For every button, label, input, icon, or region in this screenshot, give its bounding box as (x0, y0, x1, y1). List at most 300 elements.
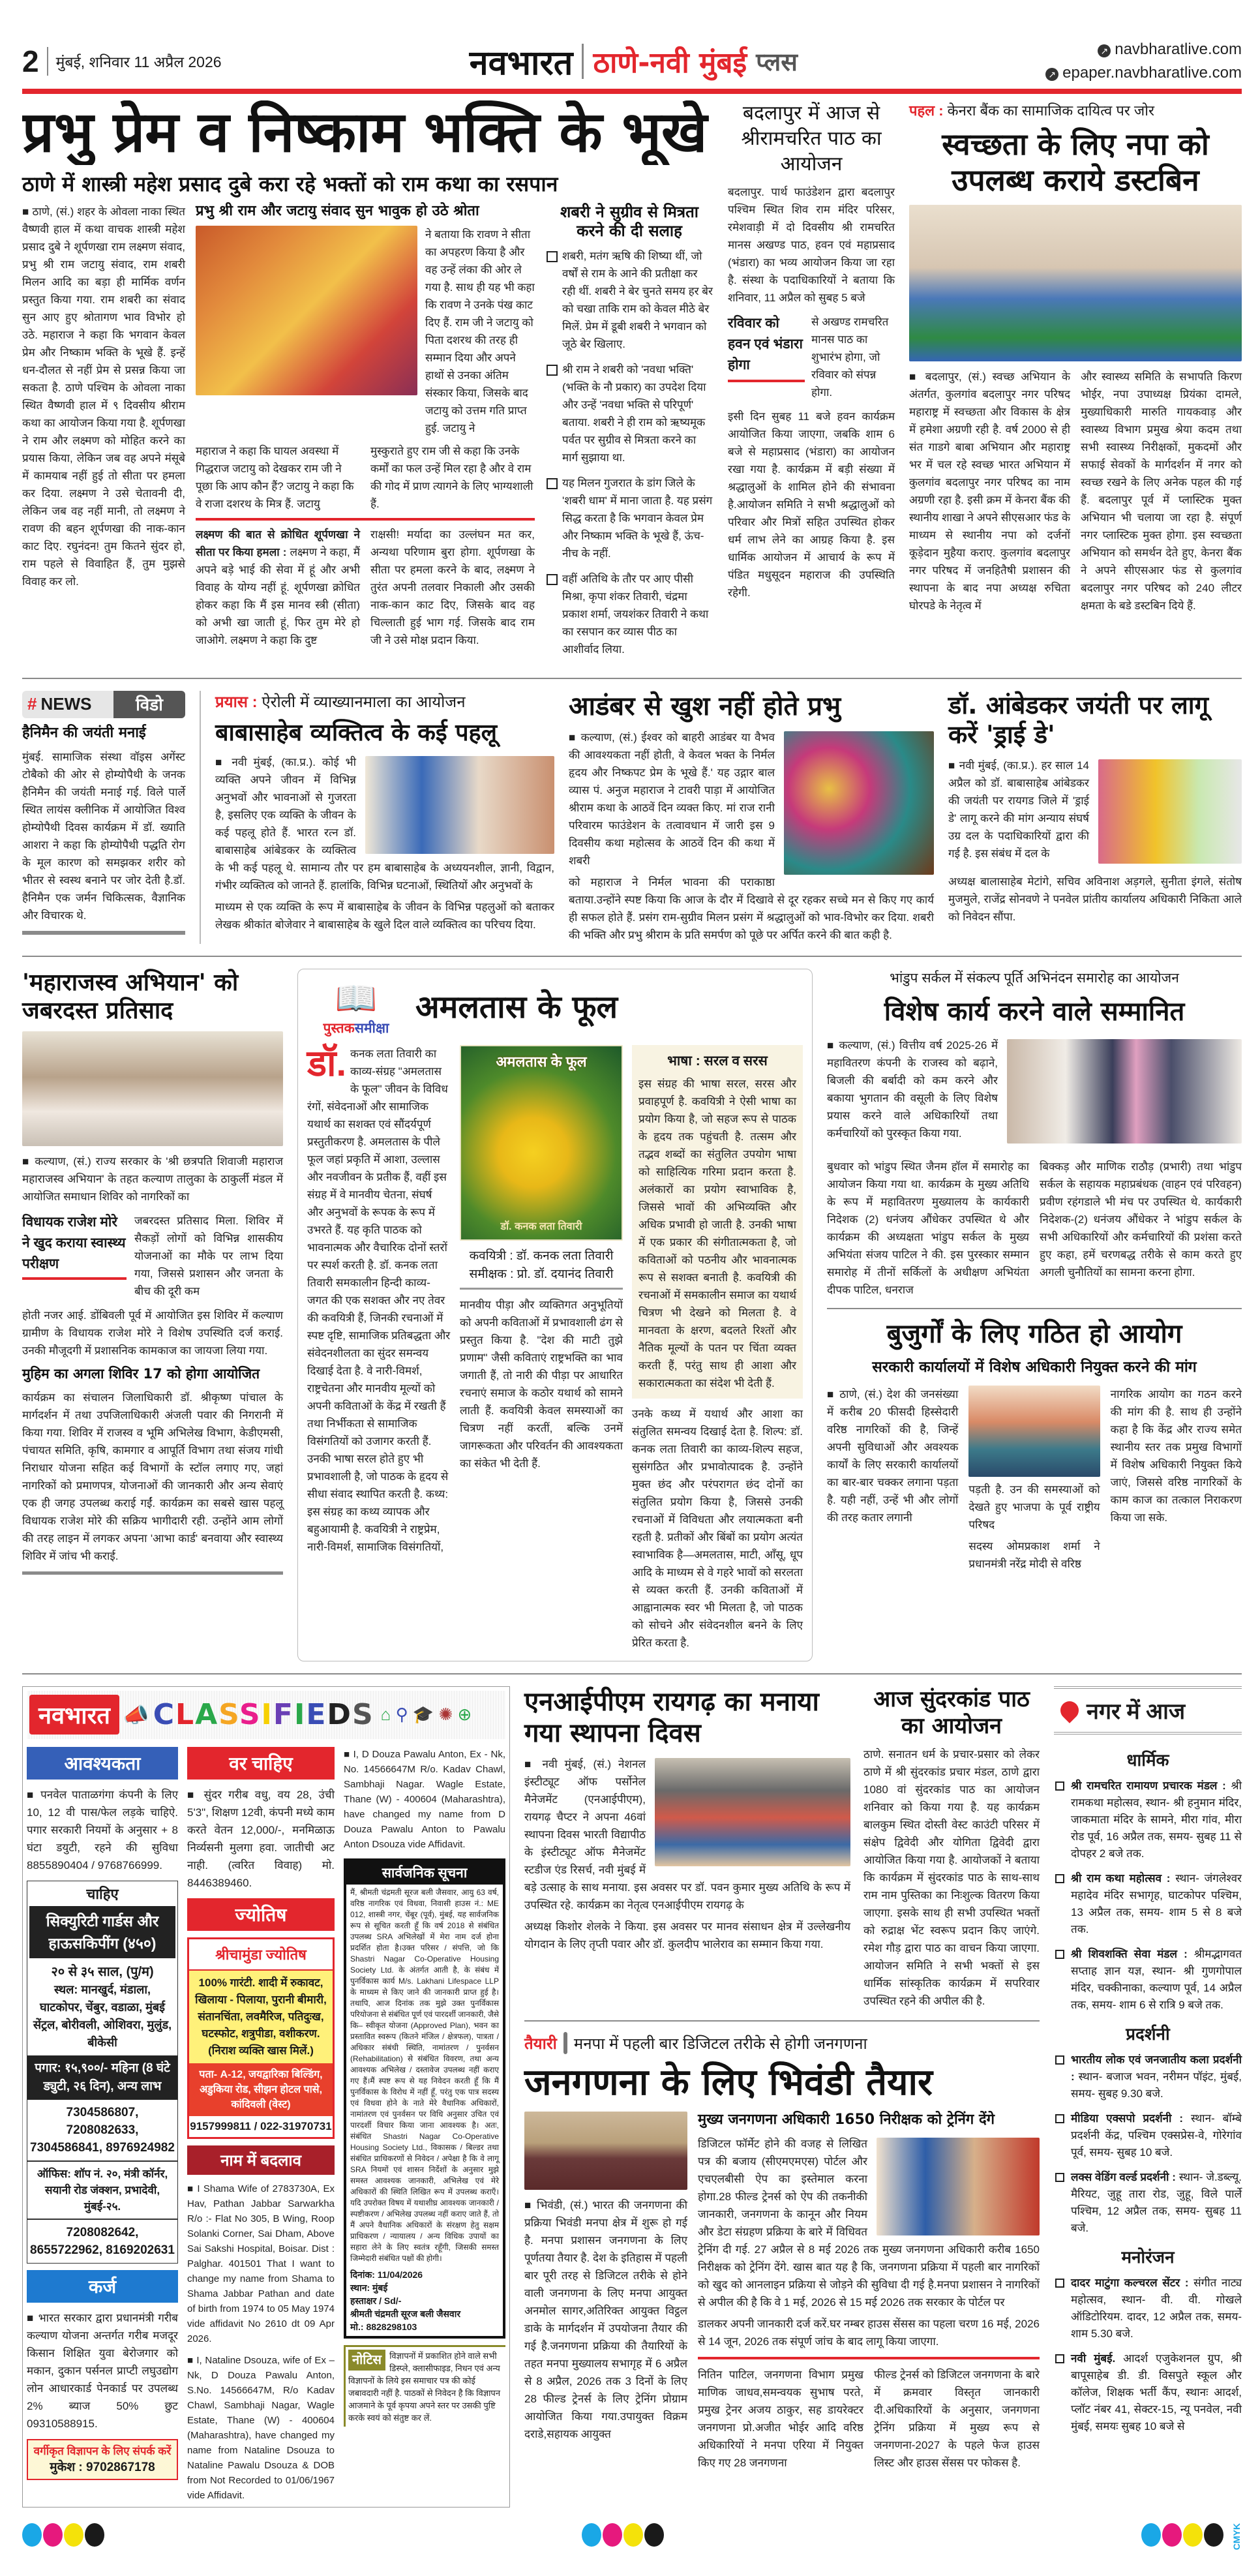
bhiwandi-bottom-cols (698, 2366, 1040, 2472)
badlapur-inset-row (728, 313, 895, 401)
review-header (307, 978, 803, 1037)
city-today (1054, 1686, 1242, 2443)
row-2 (22, 691, 1242, 944)
drydays-body-wrap (948, 757, 1242, 926)
lead-sub2 (196, 526, 360, 649)
aadambar-story (569, 691, 934, 944)
astro-name: श्रीचामुंडा ज्योतिष (189, 1939, 333, 1971)
public-notice-head: सार्वजनिक सूचना (346, 1861, 503, 1885)
event-details: स्थान- जंगलेश्वर महादेव मंदिर सभागृह, घाटकोपर पश्चिम, 13 अप्रैल तक, समय- शाम 5 से 8 बजे तक. (1071, 1871, 1242, 1935)
sundarkand-story (863, 1686, 1040, 2010)
drydays-story (948, 691, 1242, 926)
elders-headline: बुजुर्गों के लिए गठित हो आयोग (886, 1318, 1182, 1349)
lead-captions (196, 442, 535, 513)
section-astro: ज्योतिष (187, 1898, 335, 1931)
aadambar-body-wrap (569, 729, 934, 944)
city-today-item (1054, 2110, 1242, 2161)
contact-line: वर्गीकृत विज्ञापन के लिए संपर्क करें (33, 2444, 172, 2457)
badlapur-story (728, 100, 895, 601)
sign-name: श्रीमती चंद्रमती सूरज बली जैसवार (350, 2308, 461, 2319)
astro-body: 100% गारंटी. शादी में रुकावट, खिलाया - पिलाया, पुरानी बीमारी, संतानचिंता, लवमैरिज, पतिदुःख, घटस्फोट, शत्रुपीडा, वशीकरण. (निराश व्यक्ति खास मिलें.) (189, 1971, 333, 2063)
sub2-head: लक्ष्मण की बात से क्रोधित शूर्पणखा ने सीता पर किया हमला : (196, 528, 360, 558)
checkbox-icon (1055, 1781, 1064, 1791)
bhiwandi-body2: डिजिटल फॉर्मेट होने की वजह से लिखित पत्र की बजाय (सीएमएमएस) पोर्टल और एचएलबीसी ऐप का इस्तेमाल करना होगा.28 फील्ड ट्रेनर्स को ऐप की तकनीकी जानकारी, जनगणना के कानून और नियम और डेटा संग्रहण प्रक्रिया के बारे में विधिवत ट्रेनिंग दी गई. 27 अप्रैल से 8 मई 2026 तक मुख्य जनगणना अधिकारी करीब 1650 निरीक्षक को ट्रेनिंग देंगे. खास बात यह है कि, जनगणना प्रक्रिया में पहली बार नागरिकों को खुद को आनलाइन प्रक्रिया से जोड़ने की सुविधा दी गई है.मनपा प्रशासन ने नागरिकों से अपील की है कि वे 1 मई, 2026 से 15 मई 2026 तक सरकार के पोर्टल पर (698, 2138, 1040, 2309)
title-letter: C (153, 1698, 176, 1732)
notice-box (344, 2345, 505, 2427)
megaphone-icon: 📣 (123, 1703, 149, 1727)
lang-head: भाषा : सरल व सरस (667, 1053, 768, 1068)
mahsul-body3: कार्यक्रम का संचालन जिलाधिकारी डॉ. श्रीकृष्ण पांचाल के मार्गदर्शन में तथा उपजिलाधिकारी अंजली पवार की निगरानी में किया गया. शिविर में राजस्व व भूमि अभिलेख विभाग, केडीएमसी, पंचायत समिति, कृषि, कामगार व आपूर्ति विभाग तथा संजय गांधी निराधार योजना सहित कई विभागों के स्टॉल लगाए गए, जहां नागरिकों को प्रमाणपत्र, योजनाओं की जानकारी और अन्य सेवाएं एक ही जगह उपलब्ध कराई गईं. कार्यक्रम का सबसे खास पहलू विधायक राजेश मोरे की सक्रिय भागीदारी रही. उन्होंने आम लोगों की तरह लाइन में लगकर अपना 'आभा कार्ड' बनवाया और स्वास्थ्य शिविर में जांच भी कराई. (22, 1391, 283, 1563)
photo-caption-right: मुस्कुराते हुए राम जी से कहा कि उनके कर्मों का फल उन्हें मिल रहा है और वे राम की गोद में प्राण त्यागने के लिए भाग्यशाली हैं. (370, 444, 533, 510)
checkbox-icon (1055, 2354, 1064, 2363)
bhiwandi-headline: जनगणना के लिए भिवंडी तैयार (524, 2061, 933, 2104)
city-today-item (1054, 2275, 1242, 2342)
bhandup-body3: बिक्कड़ और माणिक राठौड़ (प्रभारी) तथा भांडुप सर्कल के सहायक महाप्रबंधक (वाहन एवं परिवहन) प्रवीण रहंगडाले भी मंच पर उपस्थित थे. कार्यकारी निदेशक-(2) धनंजय औंधेकर ने भांडुप सर्कल के सभी अधिकारियों और कर्मचारियों की प्रशंसा करते हुए कहा, हमें चरणबद्ध तरीके से काम करते हुए अगली चुनौतियों का सामना करना होगा. (1040, 1160, 1242, 1279)
naipm-story (524, 1686, 850, 1953)
bhandup-kicker: भांडुप सर्कल में संकल्प पूर्ति अभिनंदन समारोह का आयोजन (890, 970, 1179, 986)
section-need: आवश्यकता (27, 1747, 178, 1780)
brand-name: नवभारत (469, 43, 573, 83)
public-notice-sign (346, 2267, 503, 2336)
photo-caption-left: महाराज ने कहा कि घायल अवस्था में गिद्धराज जटायु को देखकर राम जी ने पूछा कि आप कौन हैं? जटायु ने कहा कि वे राजा दशरथ के मित्र हैं. जटायु (196, 444, 354, 510)
title-letter: I (261, 1698, 273, 1732)
site-link[interactable] (1045, 38, 1242, 61)
bhandup-photo (1007, 1039, 1242, 1144)
review-right (632, 1045, 803, 1652)
divider (47, 47, 48, 76)
registration-dot (582, 2523, 601, 2547)
review-logo-a: पुस्तक (323, 1020, 355, 1036)
edition-suffix: प्लस (756, 48, 798, 76)
babasaheb-body2: माध्यम से एक व्यक्ति के रूप में बाबासाहेब के जीवन के विभिन्न पहलुओं को बताकर लेखक श्रीकांत बोजेवार ने बाबासाहेब के खुले दिल वाले व्यक्तित्व का परिचय दिया. (215, 901, 554, 932)
notice-body: विज्ञापनों में प्रकाशित होने वाले सभी डिस्प्ले, क्लासीफाइड, निधन एवं अन्य विज्ञापनों के लिये इस समाचार पत्र की कोई जबावदारी नहीं है. पाठकों से निवेदन है कि विज्ञापन आजमाने के पूर्व कृपया अपने स्तर पर उसकी पुष्टि करके स्वयं को संतुष्ट कर लें. (348, 2350, 501, 2423)
story-divider (827, 1308, 1242, 1309)
sundarkand-headline: आज सुंदरकांड पाठ का आयोजन (873, 1686, 1030, 1739)
side-point: यह मिलन गुजरात के डांग जिले के 'शबरी धाम' में माना जाता है. यह प्रसंग सिद्ध करता है कि भगवान केवल प्रेम और निष्काम भक्ति के भूखे हैं, ऊंच-नीच के नहीं. (545, 474, 713, 562)
aadambar-headline: आडंबर से खुश नहीं होते प्रभु (569, 691, 841, 721)
bhiwandi-divider (698, 2357, 1040, 2359)
event-details: स्थान- बजाज भवन, नरीमन पॉइंट, मुंबई, समय- सुबह 9.30 बजे. (1071, 2070, 1242, 2100)
bhiwandi-kicker (524, 2032, 1040, 2054)
review-body1-text: कनक लता तिवारी का काव्य-संग्रह "अमलतास के फूल" जीवन के विविध रंगों, संवेदनाओं और सामाजिक यथार्थ का सशक्त एवं सौंदर्यपूर्ण प्रस्तुतीकरण है. अमलतास के पीले फूल जहां प्रकृति में आशा, उल्लास और नवजीवन के प्रतीक हैं, वहीं इस संग्रह में वे मानवीय चेतना, संघर्ष और अनुभवों के रूपक के रूप में उभरते हैं. यह कृति पाठक को भावनात्मक और वैचारिक दोनों स्तरों पर स्पर्श करती है. डॉ. कनक लता तिवारी समकालीन हिन्दी काव्य-जगत की एक सशक्त और नए तेवर की कवयित्री हैं, जिनकी रचनाओं में स्पष्ट दृष्टि, सामाजिक प्रतिबद्धता और संवेदनशीलता का सुंदर समन्वय दिखाई देता है. वे नारी-विमर्श, राष्ट्रचेतना और मानवीय मूल्यों को अपनी कविताओं के केंद्र में रखती हैं तथा निर्भीकता से सामाजिक विसंगतियों को उजागर करती हैं. उनकी भाषा सरल होते हुए भी प्रभावशाली है, जो पाठक के हृदय से सीधा संवाद स्थापित करती है. कथ्य: इस संग्रह का कथ्य व्यापक और बहुआयामी है. कवयित्री ने राष्ट्रप्रेम, नारी-विमर्श, सामाजिक विसंगतियों, (307, 1047, 451, 1553)
astro-phone: 9157999811 / 022-31970731 (190, 2119, 332, 2132)
bhiwandi-kicker-text: मनपा में पहली बार डिजिटल तरीके से होगी जनगणना (573, 2035, 867, 2053)
kicker-divider (563, 2032, 567, 2054)
side-point: श्री राम ने शबरी को 'नवधा भक्ति' (भक्ति के नौ प्रकार) का उपदेश दिया और उन्हें 'नवधा भक्ति से परिपूर्ण' बताया. शबरी ने ही राम को ऋष्यमूक पर्वत पर सुग्रीव से मित्रता करने का मार्ग सुझाया था. (545, 361, 713, 466)
event-name: श्री शिवशक्ति सेवा मंडल : (1071, 1947, 1194, 1960)
contact-phone: मुकेश : 9702867178 (50, 2460, 155, 2474)
reviewer-credit: समीक्षक : प्रो. डॉ. दयानंद तिवारी (469, 1267, 614, 1281)
right-stack (827, 969, 1242, 1573)
registration-dot (43, 2523, 63, 2547)
side-point: वहीं अतिथि के तौर पर आए पीसी मिश्रा, कृपा शंकर तिवारी, चंद्रमा प्रकाश शर्मा, जयशंकर तिवारी ने कथा का रसपान कर व्यास पीठ का आशीर्वाद लिया. (545, 570, 713, 658)
mahsul-story (22, 969, 283, 1575)
bhandup-cols (827, 1158, 1242, 1299)
city-today-item (1054, 1946, 1242, 2014)
epaper-link[interactable] (1045, 61, 1242, 85)
lead-story (22, 100, 713, 666)
masthead-rule (22, 89, 1242, 94)
security-phones2: 7208082642, 8655722962, 8169202631 (30, 2225, 175, 2257)
title-letter: E (306, 1698, 327, 1732)
event-details: आदर्श एजुकेशनल ग्रुप, श्री बापूसाहेब डी. डी. विसपुते स्कूल और कॉलेज, शिक्षक भर्ती कैंप, स्थानः आदर्श, प्लॉट नंबर 41, सेक्टर-15, न्यू पनवेल, नवी मुंबई, समयः सुबह 10 बजे से (1071, 2352, 1242, 2432)
namechange-1: ■ I Shama Wife of 2783730A, Ex Hav, Pathan Jabbar Sarwarkha R/o :- Flat No 305, B Wing, Roop Solanki Corner, Sai Dham, Above Sai Sakshi Hospital, Boisar. Dist : Palghar. 401501 That I want to change my name from Shama to Shama Jabbar Pathan and date of birth from 1974 to 05 May 1974 vide affidavit No 2610 dt 09 Apr 2026. (187, 2181, 335, 2346)
astro-address: पता- A-12, जयद्वारिका बिल्डिंग, अडुकिया रोड, सीझन होटल पासे, कांदिवली (वेस्ट) (189, 2063, 333, 2116)
drydays-body1: ■ नवी मुंबई, (का.प्र.). हर साल 14 अप्रैल को डॉ. बाबासाहेब आंबेडकर की जयंती पर रायगड जिले में 'ड्राई डे' लागू करने की मांग अन्याय संघर्ष उग्र दल के पदाधिकारियों द्वारा की गई है. इस संबंध में दल के (948, 757, 1242, 862)
mahsul-headline: 'महाराजस्व अभियान' को जबरदस्त प्रतिसाद (22, 969, 239, 1025)
city-today-item (1054, 2169, 1242, 2237)
bhandup-headline: विशेष कार्य करने वाले सम्मानित (884, 996, 1185, 1027)
hahnemann-headline: हैनिमैन की जयंती मनाई (22, 724, 146, 741)
event-name: लक्स वेडिंग वर्ल्ड प्रदर्शनी : (1071, 2170, 1179, 2183)
review-lang-box (632, 1045, 803, 1399)
lead-divider (196, 518, 535, 521)
registration-dot (1183, 2523, 1203, 2547)
hahnemann-body: मुंबई. सामाजिक संस्था वॉइस अगेंस्ट टोबैको की ओर से होम्योपैथी के जनक हैनिमैन की जयंती मनाई गई. विले पार्ले स्थित लायंस क्लीनिक में आयोजित विश्व होम्योपैथी दिवस कार्यक्रम में डॉ. ख्याति आशरा ने कहा कि होम्योपैथी पद्धति रोग के मूल कारण को समझकर शरीर को भीतर से स्वस्थ बनाने पर जोर देती है.डॉ. हैनिमैन एक जर्मन चिकित्सक, वैज्ञानिक और विचारक थे. (22, 751, 185, 922)
vertical-rule (200, 691, 201, 944)
section-namechange: नाम में बदलाव (187, 2145, 335, 2175)
bhiwandi-building-photo (524, 2112, 687, 2190)
site-links (1045, 38, 1242, 85)
video-tag: विडो (113, 691, 185, 718)
canara-kicker (909, 100, 1242, 120)
registration-dots-right (1141, 2523, 1225, 2550)
event-details: स्थान- बॉम्बे प्रदर्शनी केंद्र, पश्चिम एक्सप्रेस-वे, गोरेगांव पूर्व, समय- सुबह 10 बजे. (1071, 2112, 1242, 2159)
news-tag (22, 691, 113, 718)
bhandup-body2: बुधवार को भांडुप स्थित जैनम हॉल में समारोह का आयोजन किया गया था. कार्यक्रम के मुख्य अतिथि के रूप में महावितरण मुख्यालय के कार्यकारी निदेशक (2) धनंजय औंधेकर उपस्थित थे और कार्यक्रम की अध्यक्षता भांडुप सर्कल के मुख्य अभियंता संजय पाटिल ने की. इस पुरस्कार सम्मान समारोह में तीनों सर्किलों के अधीक्षण अभियंता दीपक पाटिल, धनराज (827, 1160, 1029, 1296)
map-pin-icon (1057, 1697, 1083, 1723)
elders-photo (968, 1386, 1100, 1477)
lead-mid (196, 203, 535, 648)
lead-mid-side: ने बताया कि रावण ने सीता का अपहरण किया है और वह उन्हें लंका की ओर ले गया है. साथ ही यह भी कहा कि रावण ने उनके पंख काट दिए हैं. राम जी ने जटायु को पिता दशरथ की तरह ही सम्मान दिया और अपने हाथों से उनका अंतिम संस्कार किया, जिसके बाद जटायु को उत्तम गति प्राप्त हुई. जटायु ने (425, 228, 535, 434)
side-points (545, 247, 713, 666)
print-marks-right (1141, 2523, 1242, 2550)
lang-body: इस संग्रह की भाषा सरल, सरस और प्रवाहपूर्ण है. कवयित्री ने ऐसी भाषा का प्रयोग किया है, जो सहज रूप से पाठक के हृदय तक पहुंचती है. तत्सम और तद्भव शब्दों का संतुलित उपयोग भाषा को साहित्यिक गरिमा प्रदान करता है. अलंकारों का प्रयोग स्वाभाविक है, जिससे भावों की अभिव्यक्ति और अधिक प्रभावी हो जाती है. उनकी भाषा में एक प्रकार की संगीतात्मकता है, जो कविताओं को पठनीय और भावनात्मक रूप से सशक्त बनाती है. कवयित्री की रचनाओं में समकालीन समाज का यथार्थ चित्रण भी देखने को मिलता है. वे मानवता के क्षरण, बदलते रिश्तों और नैतिक मूल्यों के पतन पर चिंता व्यक्त करती हैं, परंतु साथ ही आशा और सकारात्मकता का संदेश भी देती हैं. (638, 1077, 796, 1389)
sundarkand-body: ठाणे. सनातन धर्म के प्रचार-प्रसार को लेकर ठाणे में श्री सुंदरकांड प्रचार मंडल, ठाणे द्वारा 1080 वां सुंदरकांड पाठ का आयोजन शनिवार को किया गया है. यह कार्यक्रम बालकुम स्थित दोस्ती वेस्ट काउंटी परिसर में संक्षेप द्विवेदी और योगिता द्विवेदी द्वारा आयोजित किया गया है. आयोजकों ने बताया कि कार्यक्रम में सुंदरकांड पाठ के साथ-साथ राम नाम पुस्तिका का निःशुल्क वितरण किया जाएगा. इसके साथ ही सभी उपस्थित भक्तों को रुद्राक्ष भेंट स्वरूप प्रदान किए जाएंगे. रमेश गौड़ द्वारा पाठ का वाचन किया जाएगा. आयोजन समिति ने सभी भक्तों से इस धार्मिक सांस्कृतिक कार्यक्रम में सपरिवार उपस्थित रहने की अपील की है. (863, 1748, 1040, 2008)
security-top: चाहिए (86, 1885, 119, 1902)
groom-ad: ■ सुंदर गरीब वधु, वय 28, उंची 5'3", शिक्षण 12वी, कंपनी मध्ये काम करते वेतन 12,000/-, मनमिळाऊ निर्व्यसनी मुलगा हवा. जातीची अट नाही. (त्वरित विवाह) मो. 8446389460. (187, 1786, 335, 1892)
public-notice (344, 1858, 505, 2339)
drydays-headline: डॉ. आंबेडकर जयंती पर लागू करें 'ड्राई डे' (948, 690, 1208, 750)
review-cols (307, 1042, 803, 1652)
sign-signature: हस्ताक्षर / Sd/- (350, 2295, 402, 2306)
cover-author: डॉ. कनक लता तिवारी (500, 1220, 582, 1232)
review-mid (460, 1045, 623, 1472)
bhiwandi-body1: ■ भिवंडी, (सं.) भारत की जनगणना की प्रक्रिया भिवंडी मनपा क्षेत्र में शुरू हो गई है. मनपा प्रशासन जनगणना के लिए पूर्णतया तैयार है. देश के इतिहास में पहली बार पूरी तरह से डिजिटल तरीके से होने वाली जनगणना के लिए मनपा आयुक्त अनमोल सागर,अतिरिक्त आयुक्त विट्ठल डाके के मार्गदर्शन में उपयोजना तैयार की गई है.जनगणना प्रक्रिया की तैयारियों के तहत मनपा मुख्यालय सभागृह में 6 अप्रैल से 8 अप्रैल, 2026 तक 3 दिनों के लिए 28 फील्ड ट्रेनर्स के लिए ट्रेनिंग प्रोग्राम आयोजित किया गया.उपायुक्त विक्रम दराडे,सहायक आयुक्त (524, 2196, 687, 2443)
mahsul-photo (22, 1031, 283, 1146)
registration-dot (603, 2523, 622, 2547)
badlapur-body1: बदलापुर. पार्थ फाउंडेशन द्वारा बदलापुर पश्चिम स्थित शिव राम मंदिर परिसर, रमेशवाड़ी में दो दिवसीय श्री रामचरित मानस अखण्ड पाठ, हवन एवं महाप्रसाद (भंडारा) का भव्य आयोजन किया जा रहा है. संस्था के पदाधिकारियों ने बताया कि शनिवार, 11 अप्रैल को सुबह 5 बजे (728, 186, 895, 304)
elders-cols (827, 1386, 1242, 1573)
bhiwandi-subhead: मुख्य जनगणना अधिकारी 1650 निरीक्षक को ट्रेनिंग देंगे (698, 2111, 995, 2128)
need-ad: ■ पनवेल पाताळगंगा कंपनी के लिए 10, 12 वी पास/फेल लड़के चाहिऐ. पगार सरकारी नियमों के अनुसार + 8 घंटा डयुटी, रहने की सुविधा 8855890404 / 9768766999. (27, 1786, 178, 1874)
classifieds-panel (22, 1686, 510, 2508)
canara-story (909, 100, 1242, 614)
elders-body2: पड़ती है. उन की समस्याओं को देखते हुए भाजपा के पूर्व राष्ट्रीय परिषद (968, 1483, 1100, 1532)
review-headline: अमलतास के फूल (415, 989, 618, 1026)
title-letter: S (239, 1698, 262, 1732)
review-body1 (307, 1042, 451, 1556)
city-today-list (1054, 1741, 1242, 2443)
badlapur-body-side: से अखण्ड रामचरित मानस पाठ का शुभारंभ होगा, जो रविवार को संपन्न होगा. (811, 316, 889, 399)
babasaheb-body-wrap (215, 753, 554, 933)
notice-head: नोटिस (348, 2350, 385, 2371)
badlapur-headline: बदलापुर में आज से श्रीरामचरित पाठ का आयोजन (741, 102, 882, 175)
registration-dot (64, 2523, 83, 2547)
book-cover (460, 1045, 623, 1241)
brand-logo (470, 38, 798, 85)
link-icon: ↗ (1098, 44, 1111, 57)
review-logo-b: समीक्षा (354, 1020, 389, 1036)
registration-dots-left (22, 2523, 106, 2550)
link-icon: ↗ (1045, 68, 1058, 81)
city-today-item (1054, 2350, 1242, 2435)
classifieds-col-b (187, 1747, 335, 2503)
masthead (22, 37, 1242, 86)
event-name: दादर माटुंगा कल्चरल सेंटर : (1071, 2276, 1194, 2289)
column-rule (22, 931, 185, 935)
contact-box (27, 2439, 178, 2480)
canara-kicker-label: पहल : (909, 102, 944, 119)
event-name: मीडिया एक्सपो प्रदर्शनी : (1071, 2112, 1192, 2125)
row-4 (22, 1686, 1242, 2508)
drydays-photo (1098, 759, 1242, 864)
book-icon: 📖 (335, 979, 378, 1018)
city-today-item (1054, 2052, 1242, 2102)
section-groom: वर चाहिए (187, 1747, 335, 1780)
row-divider (22, 1673, 1242, 1674)
mahsul-subhead: मुहिम का अगला शिविर 17 को होगा आयोजित (22, 1366, 260, 1382)
event-name: श्री रामचरित रामायण प्रचारक मंडल : (1071, 1779, 1231, 1792)
bhiwandi-top (524, 2112, 1040, 2472)
namechange-3: ■ I, D Douza Pawalu Anton, Ex - Nk, No. 14566647M R/o. Kadav Chawl, Sambhaji Nagar. Wagle Estate, Thane (W) - 400604 (Maharashtra), have changed my name from D Douza Pawalu Anton to Pawalu Anton Dsouza vide Affidavit. (344, 1747, 505, 1852)
classifieds-banner (27, 1691, 505, 1739)
city-today-header (1054, 1686, 1242, 1735)
bhandup-body-wrap (827, 1037, 1242, 1149)
elders-subhead: सरकारी कार्यालयों में विशेष अधिकारी नियुक्त करने की मांग (872, 1358, 1197, 1376)
checkbox-icon (1055, 2055, 1064, 2065)
bhiwandi-left (524, 2112, 687, 2443)
row-divider (22, 956, 1242, 957)
naipm-sundarkand-row (524, 1686, 1040, 2010)
elders-body1: ■ ठाणे, (सं.) देश की जनसंख्या में करीब 20 फीसदी हिस्सेदारी वरिष्ठ नागरिकों की है, जिन्हें अपनी सुविधाओं और अवश्यक कार्यों के लिए सरकारी कार्यालयों का बार-बार चक्कर लगाना पड़ता है. यही नहीं, उन्हें भी और लोगों की तरह कतार लगानी (827, 1386, 958, 1526)
checkbox-icon (1055, 1950, 1064, 1959)
elders-body3: नागरिक आयोग का गठन करने की मांग की है. साथ ही उन्होंने कहा है कि केंद्र और राज्य समेत स्थानीय स्तर तक प्रमुख विभागों में विशेष अधिकारी नियुक्त किये जाएं, जिससे वरिष्ठ नागरिकों के काम काज का तत्काल निराकरण किया जा सके. (1110, 1388, 1242, 1524)
naipm-headline: एनआईपीएम रायगढ़ का मनाया गया स्थापना दिवस (524, 1686, 819, 1748)
cover-title: अमलतास के फूल (496, 1053, 587, 1070)
security-office: ऑफिस: शॉप नं. २०, मंत्री कॉर्नर, सयानी रोड जंक्शन, प्रभादेवी, मुंबई-२५. (27, 2162, 177, 2220)
city-today-title: नगर में आज (1087, 1699, 1186, 1724)
review-box (297, 969, 813, 1661)
side-headline: शबरी ने सुग्रीव से मित्रता करने की दी सलाह (560, 203, 699, 241)
aadambar-body1: ■ कल्याण, (सं.) ईश्वर को बाहरी आडंबर या वैभव की आवश्यकता नहीं होती, वे केवल भक्त के निर्मल हृदय और निष्कपट प्रेम के भूखे हैं.' यह उद्गार बाल व्यास पं. अनुज महाराज ने टावरी पाड़ा में आयोजित श्रीराम कथा के आठवें दिन व्यक्त किए. मां राज रानी परिवारम फाउंडेशन के तत्वावधान में जारी इस 9 दिवसीय कथा महोत्सव के आठवें दिन की कथा में शबरी (569, 729, 934, 870)
title-letter: S (352, 1698, 374, 1732)
row4-middle (524, 1686, 1040, 2472)
bhiwandi-body4: फील्ड ट्रेनर्स को डिजिटल जनगणना के बारे में क्रमवार विस्तृत जानकारी दी.अधिकारियों के अनुसार, जनगणना ट्रेनिंग प्रक्रिया में मुख्य रूप से जनगणना-2027 के पहले फेज हाउस लिस्ट और हाउस सेंसस पर फोकस है. (874, 2369, 1040, 2470)
elders-body2b: सदस्य ओमप्रकाश शर्मा ने प्रधानमंत्री नरेंद्र मोदी से वरिष्ठ (968, 1540, 1100, 1571)
dropcap: डॉ. (307, 1042, 347, 1083)
title-letter: D (327, 1698, 352, 1732)
dateline: मुंबई, शनिवार 11 अप्रैल 2026 (55, 53, 222, 70)
lead-mid-top (196, 226, 535, 437)
registration-dot (644, 2523, 664, 2547)
hash-icon: # (27, 694, 37, 714)
aadambar-photo (784, 731, 934, 875)
naipm-photo (655, 1758, 850, 1866)
bhiwandi-story (524, 2032, 1040, 2472)
lead-sub2-cols (196, 526, 535, 649)
babasaheb-kicker-label: प्रयास : (215, 693, 258, 711)
ram-katha-photo (196, 226, 417, 395)
bhiwandi-census-photo (877, 2138, 1040, 2235)
sign-date: दिनांक: 11/04/2026 (350, 2269, 423, 2280)
event-details: श्रीमद्भागवत सप्ताह ज्ञान यज्ञ, स्थान- श्री गुणगोपाल मंदिर, चक्कीनाका, कल्याण पूर्व, 14 अप्रैल तक, समय- शाम 6 से रात्रि 9 बजे तक. (1071, 1947, 1242, 2011)
review-body3: उनके कथ्य में यथार्थ और आशा का संतुलित समन्वय दिखाई देता है. शिल्प: डॉ. कनक लता तिवारी का काव्य-शिल्प सहज, सुसंगठित और प्रभावोत्पादक है. उन्होंने मुक्त छंद और परंपरागत छंद दोनों का संतुलित प्रयोग किया है, जिससे उनकी रचनाओं में विविधता और लयात्मकता बनी रहती है. प्रतीकों और बिंबों का प्रयोग अत्यंत स्वाभाविक है—अमलतास, माटी, आँसू, धूप आदि के माध्यम से वे गहरे भावों को सरलता से व्यक्त करती हैं. उनकी कविताओं में आह्वानात्मक स्वर भी मिलता है, जो पाठक को सोचने और संवेदनशील बनने के लिए प्रेरित करता है. (632, 1407, 803, 1649)
canara-col2: और स्वास्थ्य समिति के सभापति किरण भोईर, नपा उपाध्यक्ष प्रियंका दामले, मुख्याधिकारी मारुति गायकवाड़ और स्वास्थ्य विभाग प्रमुख श्रेया कदम तथा सभी स्वास्थ्य निरीक्षकों, मुकदमों और सफाई सेवकों के मार्गदर्शन में नगर को स्वच्छ रखने के लिए अनेक पहल की गई हैं. बदलापुर पूर्व में प्लास्टिक मुक्त अभियान भी चलाया जा रहा है. संपूर्ण नगर प्लास्टिक मुक्त होगा. इस स्वच्छता अभियान को समर्थन देते हुए, केनरा बैंक ने अपने सीएसआर फंड से कुलगांव बदलापुर नगर परिषद को 240 लीटर क्षमता के बडे डस्टबिन दिये हैं. (1081, 371, 1242, 613)
mahsul-body1: ■ कल्याण, (सं.) राज्य सरकार के 'श्री छत्रपति शिवाजी महाराज महाराजस्व अभियान' के तहत कल्याण तालुका के ठाकुर्ली मंडल में आयोजित समाधान शिविर को नागरिकों का (22, 1153, 283, 1205)
hahnemann-story (22, 691, 185, 935)
city-today-item (1054, 1778, 1242, 1862)
lead-sub2-b: राक्षसी! मर्यादा का उल्लंघन मत कर, अन्यथा परिणाम बुरा होगा. शूर्पणखा के सीता पर हमला करने के बाद, लक्ष्मण ने तुरंत अपनी तलवार निकाली और उसकी नाक-कान काट दिए, जिसके बाद वह चिल्लाती हुई भाग गई. जिसके बाद राम जी ने उसे मोक्ष प्रदान किया. (370, 528, 535, 646)
epaper-link-text: epaper.navbharatlive.com (1062, 64, 1242, 82)
canara-kicker-text: केनरा बैंक का सामाजिक दायित्व पर जोर (947, 102, 1154, 119)
row-1 (22, 100, 1242, 666)
review-credits (460, 1247, 623, 1290)
print-marks (22, 2523, 1242, 2550)
event-details: स्थान- जे.डब्ल्यू. मैरियट, जुहू तारा रोड, जुहू, विले पार्ले पश्चिम, 12 अप्रैल तक, समय- सुबह 11 बजे. (1071, 2170, 1242, 2234)
security-age: २० से ३५ साल, (पु/म) (51, 1964, 154, 1979)
poet-credit: कवयित्री : डॉ. कनक लता तिवारी (469, 1249, 614, 1263)
edition-name: ठाणे-नवी मुंबई (593, 46, 747, 80)
security-places: स्थल: मानखुर्द, मंडाला, घाटकोपर, चेंबुर, वडाळा, मुंबई सेंट्रल, बोरीवली, ओशिवरा, मुलुंड, बीकेसी (33, 1982, 172, 2049)
security-salary: पगार: १५,९००/- महिना (8 घंटे ड्युटी, २६ दिन), अन्य लाभ (27, 2055, 177, 2100)
city-today-group-heading: धार्मिक (1126, 1750, 1169, 1770)
city-today-group-heading: प्रदर्शनी (1126, 2023, 1170, 2044)
checkbox-icon (1055, 2114, 1064, 2123)
loan-ad: ■ भारत सरकार द्वारा प्रधानमंत्री गरीब कल्याण योजना अन्तर्गत गरीब मजदूर किसान शिक्षित युवा बेरोजगार को मकान, दुकान पर्सनल प्राप्टी लघुउद्योग लोन आधारकार्ड पेनकार्ड पर उपलब्ध 2% ब्याज 50% छुट 09310588915. (27, 2309, 178, 2432)
bhiwandi-body3: नितिन पाटिल, जनगणना विभाग प्रमुख माणिक जाधव,समन्वयक सुभाष परते, प्रमुख ट्रेनर अजय ठाकुर, सह डायरेक्टर जनगणना प्रो.अजीत भोईर आदि वरिष्ठ अधिकारियों ने मनपा एरिया में नियुक्त किए गए 28 जनगणना (698, 2369, 863, 2470)
title-letter: A (195, 1698, 219, 1732)
bhiwandi-body2-wrap (698, 2135, 1040, 2350)
page-number: 2 (22, 44, 39, 78)
news-label: NEWS (40, 694, 92, 714)
event-details: संगीत नाट्य महोत्सव, स्थान- वी. वी. गोखले ऑडिटोरियम. दादर, 12 अप्रैल तक, समय- शाम 5.30 बजे. (1071, 2276, 1242, 2340)
babasaheb-kicker-text: ऐरोली में व्याख्यानमाला का आयोजन (262, 693, 466, 711)
review-logo (307, 978, 405, 1037)
city-today-group-heading: मनोरंजन (1121, 2247, 1175, 2267)
category-icons: ⌂ ⚲ 🎓 ✺ ⊕ (380, 1705, 472, 1725)
row-divider (22, 678, 1242, 679)
security-ad (27, 1881, 178, 2264)
astro-ad (187, 1937, 335, 2139)
checkbox-icon (1055, 2173, 1064, 2182)
canara-col1: ■ बदलापुर, (सं.) स्वच्छ अभियान के अंतर्गत, कुलगांव बदलापुर नगर परिषद महाराष्ट्र में स्वच्छता और विकास के क्षेत्र में हमेशा अग्रणी रही है. वर्ष 2000 से ही संत गाडगे बाबा अभियान और महाराष्ट्र भर में चल रहे स्वच्छ भारत अभियान में कुलगांव बदलापुर नगर परिषद का नाम अग्रणी रहा है. इसी क्रम में केनरा बैंक की स्थानीय शाखा ने अपने सीएसआर फंड के माध्यम से स्थानीय नपा को दर्जनों कूड़ेदान मुहैया कराए. कुलगांव बदलापुर नगर परिषद में जनहितैषी प्रशासन की स्थापना के बाद नपा अध्यक्ष रुचिता घोरपडे के नेतृत्व में (909, 368, 1070, 614)
sign-place: स्थान: मुंबई (350, 2282, 388, 2293)
lead-col1: ■ ठाणे, (सं.) शहर के ओवला नाका स्थित वैष्णवी हाल में कथा वाचक शास्त्री महेश प्रसाद दुबे ने शूर्पणखा राम लक्ष्मण संवाद, प्रभु श्री राम जटायु संवाद, राम शबरी मिलन आदि का बड़ा ही मार्मिक वर्णन प्रस्तुत किया गया. राम शबरी का संवाद सुन आए हुए श्रोतागण भाव विभोर हो उठे. महाराज ने कहा कि भगवान केवल प्रेम और निष्काम भक्ति के भूखे हैं. इन्हें धन-दौलत से नहीं प्रेम से प्रसन्न किया जा सकता है. ठाणे पश्चिम के ओवला नाका स्थित वैष्णवी हाल में ९ दिवसीय श्रीराम कथा का आयोजन किया गया है. शूर्पणखा ने राम और लक्ष्मण को मोहित करने का प्रयास किया, लेकिन जब वह अपने मंसूबे में कामयाब नहीं हुई तो सीता पर हमला कर दिया. लक्ष्मण ने उसे चेतावनी दी, लेकिन जब वह नहीं मानी, तो लक्ष्मण ने रावण की बहन शूर्पणखा की नाक-कान काट दिए. रघुनंदन! तुम कितने सुंदर हो, राम पहले से विवाहित हैं, तुम मुझसे विवाह कर लो. (22, 203, 185, 590)
namechange-2: ■ I, Nataline Dsouza, wife of Ex – Nk, D Douza Pawalu Anton, S.No. 14566647M, R/o Kadav Chawl, Sambhaji Nagar, Wagle Estate, Thane (W) - 400604 (Maharashtra), have changed my name from Nataline Dsouza to Nataline Pawalu Dsouza & DOB from Not Recorded to 01/06/1967 vide Affidavit. (187, 2353, 335, 2503)
column-rule (22, 1571, 283, 1575)
registration-dots-mid (582, 2523, 665, 2550)
babasaheb-story (215, 691, 554, 933)
news-video-tag (22, 691, 185, 718)
registration-dot (22, 2523, 42, 2547)
title-letter: L (175, 1698, 196, 1732)
public-notice-body: मैं, श्रीमती चंद्रमती सूरज बली जैसवार, आयु 63 वर्ष, वरिष्ठ नागरिक एवं विधवा, निवासी हाउस नं.: ME 012, शास्त्री नगर, चेंबूर (पूर्व), मुंबई, यह सार्वजनिक रूप से सूचित करती हूँ कि वर्ष 2018 से संबंधित उपलब्ध SRA अभिलेखों में मेरा नाम दर्ज होना प्रदर्शित होता है।उक्त परिसर / संपत्ति, जो कि Shastri Nagar Co-Operative Housing Society Ltd. के अंतर्गत आती है, के संबंध में पुनर्विकास कार्य M/s. Lakhani Lifespace LLP के माध्यम से किए जाने की जानकारी प्राप्त हुई है।तथापि, आज दिनांक तक मुझे उक्त पुनर्विकास परियोजना से संबंधित पूर्ण एवं पारदर्शी जानकारी, जैसे कि– स्वीकृत योजना (Approved Plan), भवन का प्रस्तावित स्वरूप (कितने मंजिल / क्षेत्रफल), पात्रता / अधिकार संबंधी स्थिति, नामांतरण / पुनर्वसन (Rehabilitation) से संबंधित विवरण, तथा अन्य आवश्यक अभिलेख / दस्तावेज उपलब्ध नहीं कराए गए हैं।मैं स्पष्ट रूप से यह निवेदन करती हूँ कि मैं पुनर्विकास के विरोध में नहीं हूँ, परंतु एक पात्र सदस्य एवं विधवा होने के नाते मेरे वैधानिक अधिकारों, नामांतरण एवं पुनर्वसन पर विधि अनुसार उचित एवं पारदर्शी विचार किया जाना आवश्यक है। अतः, संबंधित Shastri Nagar Co-Operative Housing Society Ltd., विकासक / बिल्डर तथा संबंधित प्राधिकरणों से निवेदन / अपेक्षा है कि वे लागू SRA नियमों एवं शासन निर्देशों के अनुसार मुझे समस्त आवश्यक जानकारी, अभिलेख एवं मेरे अधिकारों की स्थिति लिखित रूप में उपलब्ध कराएँ।यदि उपरोक्त विषय में यथाशीघ्र आवश्यक जानकारी / स्पष्टीकरण / अभिलेख उपलब्ध नहीं कराए जाते हैं, तो मैं अपने वैधानिक अधिकारों के संरक्षण हेतु सक्षम प्राधिकरण / न्यायालय / अन्य विधिक उपायों का सहारा लेने के लिए स्वतंत्र रहूँगी, जिसकी समस्त जिम्मेदारी संबंधित पक्षों की होगी। (350, 1887, 499, 2263)
sub2-body-a: लक्ष्मण ने कहा, मैं अपने बड़े भाई की सेवा में हूं और अभी विवाह के योग्य नहीं हूं. शूर्पणखा क्रोधित होकर कहा कि मैं इस मानव स्त्री (सीता) को अभी खा जाती हूं, फिर तुम मेरे हो जाओगे. लक्ष्मण ने कहा कि दुष्ट (196, 545, 361, 646)
event-name: श्री राम कथा महोत्सव : (1071, 1871, 1176, 1885)
title-letter: F (273, 1698, 294, 1732)
registration-dot (1162, 2523, 1182, 2547)
registration-dot (1204, 2523, 1223, 2547)
babasaheb-photo (365, 756, 554, 854)
bhiwandi-right (698, 2112, 1040, 2472)
aadambar-body2: को महाराज ने निर्मल भावना की पराकाष्ठा बताया.उन्होंने स्पष्ट किया कि आज के दौर में दिखावे से दूर रहकर सच्चे मन से किए गए कार्य ही सफल होते हैं. प्रसंग राम-सुग्रीव मिलन प्रसंग में श्रद्धालुओं को भाव-विभोर कर दिया. शबरी की भक्ति और प्रभु श्रीराम के प्रति समर्पण को पूछे पर अर्पित करने की बात कही है. (569, 875, 934, 941)
naipm-body1: ■ नवी मुंबई, (सं.) नेशनल इंस्टीट्यूट ऑफ पर्सोनेल मैनेजमेंट (एनआईपीएम), रायगढ़ चैप्टर ने अपना 46वां स्थापना दिवस भारती विद्यापीठ के इंस्टीट्यूट ऑफ मैनेजमेंट स्टडीज एंड रिसर्च, नवी मुंबई में बड़े उत्साह के साथ मनाया. इस अवसर पर डॉ. पवन कुमार मुख्य अतिथि के रूप में उपस्थित रहे. कार्यक्रम का नेतृत्व एनआईपीएम रायगढ़ के (524, 1755, 850, 1914)
drydays-body2: अध्यक्ष बालासाहेब मेटांगे, सचिव अविनाश अड़गले, सुनीता इंगले, संतोष मुजमुले, राजेंद्र सोनवणे ने पनवेल प्रांतीय कार्यालय अधिकारी निकिता आले को निवेदन सौंपा. (948, 875, 1242, 924)
bhiwandi-kicker-label: तैयारी (524, 2035, 557, 2053)
event-details: श्री रामकथा महोत्सव, स्थान- श्री हनुमान मंदिर, जाकमाता मंदिर के सामने, मीरा गांव, मीरा रोड पूर्व, 16 अप्रैल तक, समय- सुबह 11 से दोपहर 2 बजे तक. (1071, 1779, 1242, 1860)
canara-cols (909, 368, 1242, 614)
mahsul-inset-text: विधायक राजेश मोरे ने खुद कराया स्वास्थ्य परीक्षण (22, 1215, 126, 1272)
review-body2: मानवीय पीड़ा और व्यक्तिगत अनुभूतियों को अपनी कविताओं में प्रभावशाली ढंग से प्रस्तुत किया है. "देश की माटी तुझे प्रणाम" जैसी कविताएं राष्ट्रभक्ति का भाव जगाती हैं, तो नारी की पीड़ा पर आधारित रचनाएं समाज के कठोर यथार्थ को सामने लाती हैं. कवयित्री केवल समस्याओं का चित्रण नहीं करतीं, बल्कि उनमें जागरूकता और परिवर्तन की आवश्यकता का संकेत भी देती हैं. (460, 1298, 623, 1470)
mahsul-body2: होती नजर आई. डोंबिवली पूर्व में आयोजित इस शिविर में कल्याण ग्रामीण के विधायक राजेश मोरे ने विशेष उपस्थिति दर्ज कराई. उनकी मौजूदगी में प्रशासनिक कामकाज का जायजा लिया गया. (22, 1309, 283, 1357)
mahsul-inset-row (22, 1212, 283, 1300)
bhiwandi-body2b: डालकर अपनी जानकारी दर्ज करें.घर नम्बर हाउस सेंसस का पहला चरण 16 मई, 2026 से 14 जून, 2026 तक संपूर्ण जांच के बाद लागू किया जाएगा. (698, 2318, 1040, 2348)
registration-dot (85, 2523, 104, 2547)
lead-headline: प्रभु प्रेम व निष्काम भक्ति के भूखे (22, 100, 708, 165)
row-3 (22, 969, 1242, 1661)
babasaheb-kicker (215, 691, 554, 712)
title-letter: S (218, 1698, 239, 1732)
badlapur-body2: इसी दिन सुबह 11 बजे हवन कार्यक्रम आयोजित किया जाएगा, जबकि शाम 6 बजे से महाप्रसाद (भंडारा) का आयोजन रखा गया है. कार्यक्रम में बड़ी संख्या में श्रद्धालुओं के शामिल होने की संभावना है.आयोजन समिति ने सभी श्रद्धालुओं को परिवार और मित्रों सहित उपस्थित होकर धर्म लाभ लेने का आग्रह किया है. इस धार्मिक आयोजन में आचार्य के रूप में पंडित मधुसूदन महाराज की उपस्थिति रहेगी. (728, 410, 895, 599)
classifieds-col-c (344, 1747, 505, 2427)
naipm-body-wrap (524, 1755, 850, 1953)
event-name: नवी मुंबई. (1071, 2352, 1124, 2365)
babasaheb-body1: ■ नवी मुंबई, (का.प्र.). कोई भी व्यक्ति अपने जीवन में विभिन्न अनुभवों और भावनाओं से गुजरता है, इसलिए एक व्यक्ति के जीवन के कई पहलू होते हैं. भारत रत्न डॉ. बाबासाहेब आंबेडकर के व्यक्तित्व के भी कई पहलू थे. सामान्य तौर पर हम बाबासाहेब के अध्ययनशील, ज्ञानी, विद्वान, गंभीर व्यक्तित्व को जानते हैं. हालांकि, विभिन्न घटनाओं, स्थितियों और अनुभवों के (215, 753, 554, 894)
canara-photo (909, 205, 1242, 361)
site-link-text: navbharatlive.com (1115, 40, 1242, 58)
elders-mid (968, 1386, 1100, 1573)
security-title: सिक्युरिटी गार्डस और हाऊसकिपींग (४५०) (29, 1906, 175, 1958)
registration-dot (623, 2523, 643, 2547)
story-divider (524, 2020, 1040, 2022)
classifieds-title (153, 1698, 374, 1731)
lead-side (545, 203, 713, 666)
classifieds-cols (27, 1747, 505, 2503)
lead-subhead: ठाणे में शास्त्री महेश प्रसाद दुबे करा रहे भक्तों को राम कथा का रसपान (22, 171, 558, 196)
city-today-item (1054, 1870, 1242, 1938)
checkbox-icon (1055, 1874, 1064, 1883)
event-name: भारतीय लोक एवं जनजातीय कला प्रदर्शनी : (1071, 2053, 1242, 2083)
canara-headline: स्वच्छता के लिए नपा को उपलब्ध कराये डस्टबिन (942, 127, 1209, 198)
lead-mid-head: प्रभु श्री राम और जटायु संवाद सुन भावुक हो उठे श्रोता (196, 203, 479, 220)
security-phones1: 7304586807, 7208082633, 7304586841, 8976924982 (27, 2100, 177, 2162)
naipm-body2: अध्यक्ष किशोर शेलके ने किया. इस अवसर पर मानव संसाधन क्षेत्र में उल्लेखनीय योगदान के लिए तृप्ती पवार और डॉ. कुलदीप भालेराव का सम्मान किया गया. (524, 1920, 850, 1950)
babasaheb-headline: बाबासाहेब व्यक्तित्व के कई पहलू (215, 719, 498, 746)
sign-phone: मो.: 8828298103 (350, 2321, 417, 2332)
checkbox-icon (1055, 2279, 1064, 2288)
classifieds-brand: नवभारत (29, 1695, 119, 1735)
badlapur-inset (728, 313, 805, 382)
brand-divider (582, 44, 584, 79)
registration-dot (1141, 2523, 1161, 2547)
side-point: शबरी, मतंग ऋषि की शिष्या थीं, जो वर्षों से राम के आने की प्रतीक्षा कर रही थीं. शबरी ने बेर चुनते समय हर बेर को चखा ताकि राम को केवल मीठे बेर मिलें. प्रेम में डूबी शबरी ने भगवान को जूठे बेर खिलाए. (545, 247, 713, 353)
inset-text: रविवार को हवन एवं भंडारा होगा (728, 316, 803, 372)
cmyk-label: CMYK (1231, 2523, 1242, 2551)
masthead-left (22, 44, 222, 79)
title-letter: I (293, 1698, 307, 1732)
mahsul-inset (22, 1212, 127, 1280)
